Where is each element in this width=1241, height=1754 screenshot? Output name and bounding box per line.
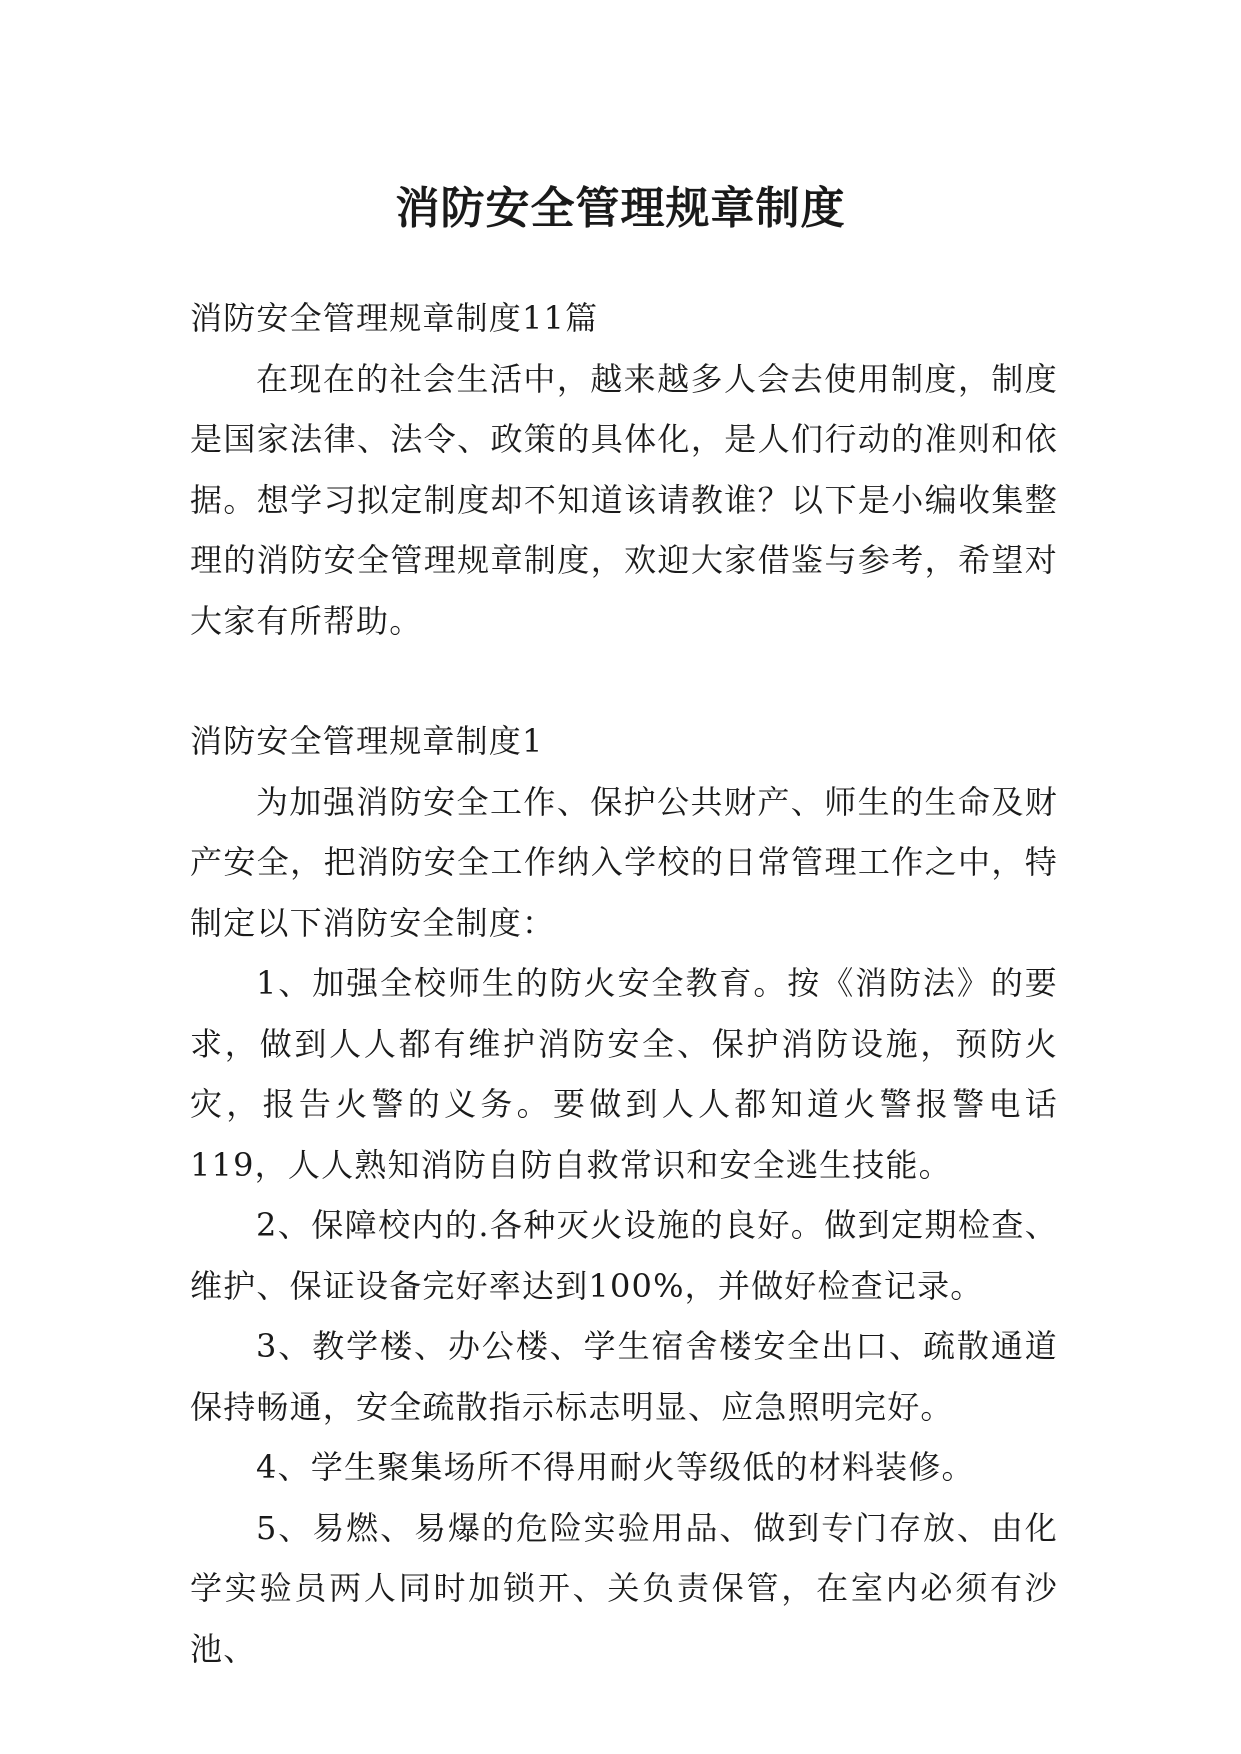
document-body bbox=[190, 288, 1058, 1679]
section-heading: 消防安全管理规章制度1 bbox=[190, 722, 544, 760]
rule-item-1: 1、加强全校师生的防火安全教育。按《消防法》的要求，做到人人都有维护消防安全、保护消防设施，预防火灾，报告火警的义务。要做到人人都知道火警报警电话119，人人熟知消防自防自救常识和安全逃生技能。 bbox=[190, 964, 1058, 1184]
document-subtitle: 消防安全管理规章制度11篇 bbox=[190, 299, 599, 337]
rule-item-5: 5、易燃、易爆的危险实验用品、做到专门存放、由化学实验员两人同时加锁开、关负责保管，在室内必须有沙池、 bbox=[190, 1508, 1058, 1668]
document-title: 消防安全管理规章制度 bbox=[395, 183, 846, 235]
rule-item-2: 2、保障校内的.各种灭火设施的良好。做到定期检查、维护、保证设备完好率达到100%，并做好检查记录。 bbox=[190, 1206, 1058, 1305]
rule-item-4: 4、学生聚集场所不得用耐火等级低的材料装修。 bbox=[256, 1448, 975, 1486]
rule-item-3: 3、教学楼、办公楼、学生宿舍楼安全出口、疏散通道保持畅通，安全疏散指示标志明显、应急照明完好。 bbox=[190, 1327, 1058, 1426]
intro-paragraph: 在现在的社会生活中，越来越多人会去使用制度，制度是国家法律、法令、政策的具体化，是人们行动的准则和依据。想学习拟定制度却不知道该请教谁？以下是小编收集整理的消防安全管理规章制度，欢迎大家借鉴与参考，希望对大家有所帮助。 bbox=[190, 359, 1058, 640]
body-paragraph: 为加强消防安全工作、保护公共财产、师生的生命及财产安全，把消防安全工作纳入学校的日常管理工作之中，特制定以下消防安全制度： bbox=[190, 782, 1058, 942]
